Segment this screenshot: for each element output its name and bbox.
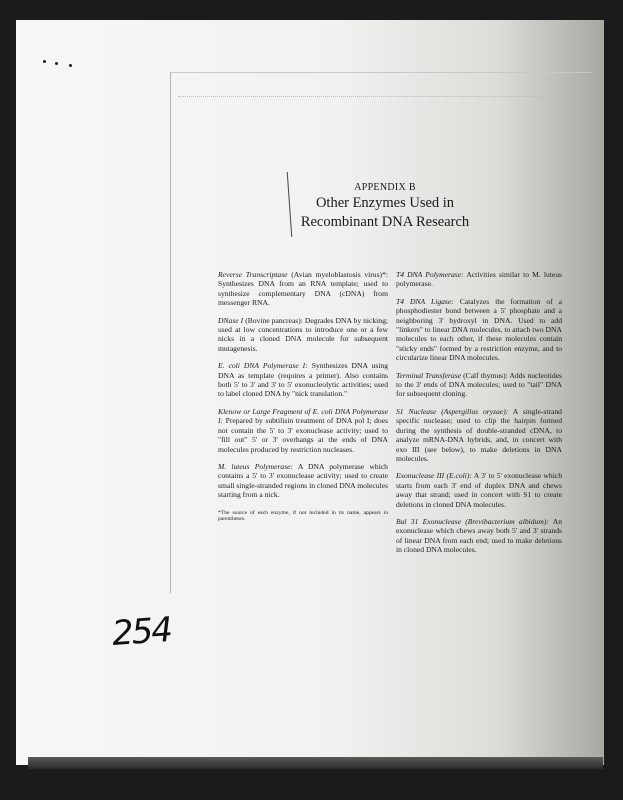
enzyme-description: An exonuclease which chews away both 5' and 3' strands of linear DNA from each end; used to make deletions in cloned DNA molecules. <box>396 516 562 555</box>
enzyme-description: Catalyzes the formation of a phosphodiester bond between a 5' phosphate and a neighboring 3' hydroxyl in DNA. Used to add "linkers" to linear DNA molecules, to attach two DNA molecules to each other, if these molecules contain "sticky ends" formed by a restriction enzyme, and to circularize linear DNA molecules. <box>396 296 562 363</box>
enzyme-entry <box>218 462 388 500</box>
left-column <box>218 270 388 529</box>
enzyme-term: Terminal Transferase <box>396 370 462 380</box>
enzyme-description: (Avian myeloblastosis virus)*: Synthesizes DNA from an RNA template; used to synthesize complementary DNA (cDNA) from messenger RNA. <box>218 270 388 308</box>
source-footnote: *The source of each enzyme, if not included in its name, appears in parentheses. <box>218 509 388 523</box>
enzyme-term: T4 DNA Ligase: <box>396 296 454 306</box>
enzyme-term: Reverse Transcriptase <box>218 270 288 279</box>
enzyme-entry <box>396 471 562 509</box>
enzyme-term: Bal 31 Exonuclease (Brevibacterium albidum): <box>396 516 549 526</box>
enzyme-term: S1 Nuclease (Aspergillus oryzae): <box>396 406 509 416</box>
scan-speck <box>69 64 72 67</box>
appendix-heading <box>260 182 510 231</box>
enzyme-term: M. luteus Polymerase: <box>218 461 294 471</box>
appendix-title-line-1: Other Enzymes Used in <box>315 195 455 211</box>
appendix-title-line-2: Recombinant DNA Research <box>300 214 470 230</box>
enzyme-entry <box>218 270 388 308</box>
enzyme-description: (Calf thymus): Adds nucleotides to the 3' ends of DNA molecules; used to "tail" DNA for subsequent cloning. <box>396 370 562 399</box>
enzyme-entry <box>218 361 388 399</box>
appendix-label: APPENDIX B <box>354 182 416 193</box>
enzyme-entry <box>218 407 388 454</box>
enzyme-description: Synthesizes DNA using DNA as template (requires a primer). Also contains both 5' to 3' and 3' to 5' exonucleolytic activities; used to label cloned DNA by "nick translation." <box>218 361 388 399</box>
enzyme-term: T4 DNA Polymerase: <box>396 270 464 279</box>
enzyme-description: A 3' to 5' exonuclease which starts from each 3' end of duplex DNA and chews away that strand; used in concert with S1 to create deletions in cloned DNA molecules. <box>396 471 562 509</box>
enzyme-entry <box>218 316 388 354</box>
enzyme-description: A DNA polymerase which contains a 5' to 3' exonuclease activity; used to create small single-stranded regions in cloned DNA molecules starting from a nick. <box>218 461 388 500</box>
enzyme-entry <box>396 407 562 463</box>
enzyme-entry <box>396 270 562 289</box>
enzyme-description: A single-strand specific nuclease; used to clip the hairpin formed during the synthesis of double-stranded cDNA, to analyze mRNA-DNA hybrids, and, in concert with exo III (see below), to make deletions in DNA molecules. <box>396 406 562 463</box>
handwritten-page-number: 254 <box>110 609 173 655</box>
right-column <box>396 270 562 563</box>
enzyme-description: Prepared by subtilisin treatment of DNA pol I; does not contain the 5' to 3' exonuclease activity; used to "fill out" 5' or 3' overhangs at the ends of DNA molecules produced by restriction nucleases. <box>218 416 388 454</box>
enzyme-entry <box>396 371 562 399</box>
scan-speck <box>55 62 58 65</box>
enzyme-entry <box>396 517 562 555</box>
enzyme-description: Activities similar to M. luteus polymerase. <box>396 270 562 289</box>
scan-speck <box>43 60 46 63</box>
enzyme-term: Exonuclease III (E.coli): <box>396 471 472 481</box>
enzyme-description: (Bovine pancreas): Degrades DNA by nicking; used at low concentrations to introduce one or a few nicks in a cloned DNA molecule for subsequent mutagenesis. <box>218 315 388 353</box>
enzyme-entry <box>396 297 562 363</box>
enzyme-term: E. coli DNA Polymerase I: <box>218 361 308 371</box>
page-shadow <box>28 757 603 769</box>
enzyme-term: Klenow or Large Fragment of E. coli DNA Polymerase I: <box>218 406 388 426</box>
enzyme-term: DNase I <box>218 315 244 325</box>
